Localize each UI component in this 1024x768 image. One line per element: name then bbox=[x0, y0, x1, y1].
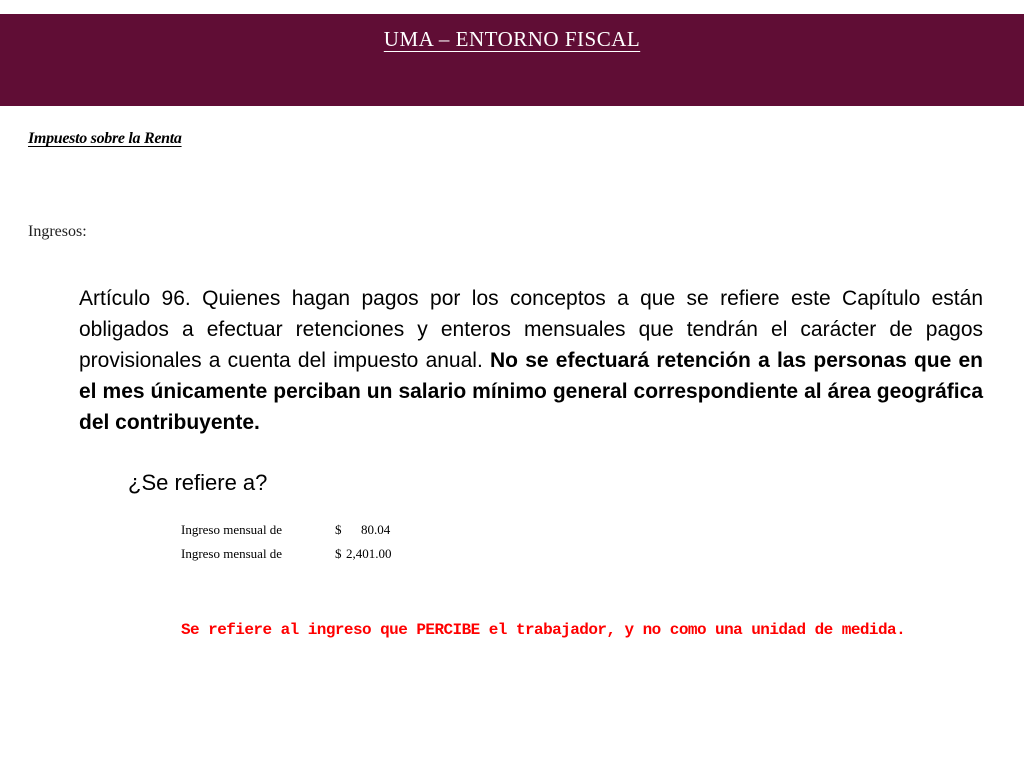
explanation-note: Se refiere al ingreso que PERCIBE el trabajador, y no como una unidad de medida. bbox=[181, 621, 906, 639]
income-amount: 2,401.00 bbox=[346, 546, 392, 561]
income-amount: 80.04 bbox=[361, 522, 391, 537]
income-option-label: Ingreso mensual de bbox=[181, 546, 283, 561]
income-option-1 bbox=[181, 522, 390, 538]
currency-symbol: $ bbox=[335, 522, 342, 537]
income-option-2 bbox=[181, 546, 392, 562]
income-option-label: Ingreso mensual de bbox=[181, 522, 283, 537]
article-text: Artículo 96. Quienes hagan pagos por los conceptos a que se refiere este Capítulo están obligados a efectuar retenciones y enteros mensuales que tendrán el carácter de pagos provisionales a cuenta del impuesto anual. bbox=[79, 287, 983, 372]
article-paragraph bbox=[79, 283, 983, 438]
currency-symbol: $ bbox=[335, 546, 342, 561]
section-subtitle: Impuesto sobre la Renta bbox=[28, 130, 182, 147]
question-text: ¿Se refiere a? bbox=[128, 470, 268, 495]
article-bold-text: No se efectuará retención a las personas que en el mes únicamente perciban un salario mínimo general correspondiente al área geográfica del contribuyente. bbox=[79, 349, 983, 434]
section-label: Ingresos: bbox=[28, 223, 87, 240]
slide-title: UMA – ENTORNO FISCAL bbox=[383, 27, 641, 51]
